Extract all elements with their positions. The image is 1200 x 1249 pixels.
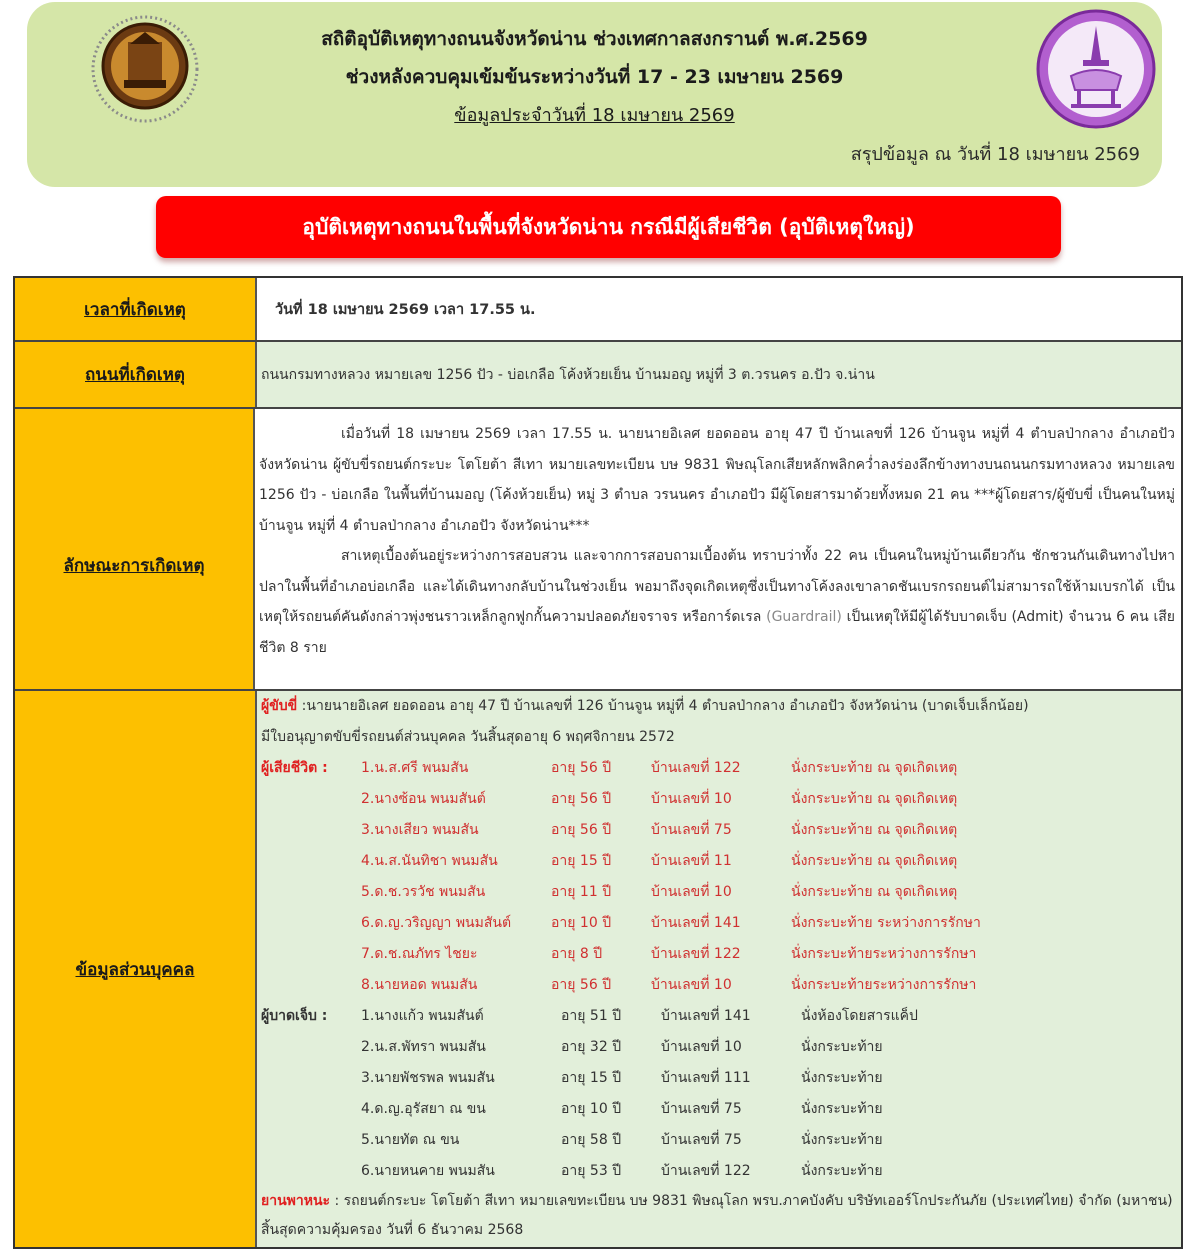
deceased-age: อายุ 56 ปี (551, 760, 612, 776)
injured-name: 6.นายหนคาย พนมสัน (361, 1163, 495, 1179)
value-personal (257, 691, 1181, 1247)
row-time (15, 278, 1181, 340)
deceased-age: อายุ 56 ปี (551, 822, 612, 838)
report-period: ช่วงหลังควบคุมเข้มข้นระหว่างวันที่ 17 - 23 เมษายน 2569 (345, 66, 844, 88)
deceased-label: ผู้เสียชีวิต : (261, 760, 328, 776)
deceased-name: 6.ด.ญ.วริญญา พนมสันต์ (361, 915, 512, 931)
driver-info (261, 691, 1175, 722)
deceased-name: 8.นายหอด พนมสัน (361, 977, 478, 993)
deceased-name: 3.นางเสียว พนมสัน (361, 822, 479, 838)
vehicle-label: ยานพาหนะ (261, 1193, 331, 1209)
deceased-list (261, 753, 1175, 1001)
injured-label: ผู้บาดเจ็บ : (261, 1008, 328, 1024)
report-header (27, 2, 1162, 187)
deceased-note: นั่งกระบะท้าย ณ จุดเกิดเหตุ (791, 884, 958, 900)
injured-age: อายุ 53 ปี (561, 1163, 622, 1179)
injured-note: นั่งห้องโดยสารแค็ป (801, 1008, 918, 1024)
deceased-age: อายุ 10 ปี (551, 915, 612, 931)
label-nature: ลักษณะการเกิดเหตุ (15, 409, 255, 689)
deceased-house: บ้านเลขที่ 122 (651, 760, 741, 776)
row-nature (15, 407, 1181, 689)
summary-date: สรุปข้อมูล ณ วันที่ 18 เมษายน 2569 (850, 144, 1140, 165)
injured-age: อายุ 58 ปี (561, 1132, 622, 1148)
injured-house: บ้านเลขที่ 75 (661, 1101, 742, 1117)
deceased-age: อายุ 56 ปี (551, 977, 612, 993)
injured-name: 4.ด.ญ.อุรัสยา ณ ขน (361, 1101, 486, 1117)
deceased-house: บ้านเลขที่ 122 (651, 946, 741, 962)
nan-province-seal-icon (1035, 8, 1157, 130)
deceased-name: 4.น.ส.นันทิชา พนมสัน (361, 853, 498, 869)
injured-note: นั่งกระบะท้าย (801, 1163, 883, 1179)
label-personal: ข้อมูลส่วนบุคคล (15, 691, 257, 1247)
injured-house: บ้านเลขที่ 111 (661, 1070, 751, 1086)
injured-house: บ้านเลขที่ 10 (661, 1039, 742, 1055)
deceased-name: 7.ด.ช.ณภัทร ไชยะ (361, 946, 478, 962)
report-date: ข้อมูลประจำวันที่ 18 เมษายน 2569 (454, 105, 735, 126)
injured-name: 5.นายทัต ณ ขน (361, 1132, 460, 1148)
label-road: ถนนที่เกิดเหตุ (15, 342, 257, 407)
injured-age: อายุ 51 ปี (561, 1008, 622, 1024)
deceased-age: อายุ 15 ปี (551, 853, 612, 869)
driver-license: มีใบอนุญาตขับขี่รถยนต์ส่วนบุคคล วันสิ้นสุดอายุ 6 พฤศจิกายน 2572 (261, 729, 675, 745)
deceased-note: นั่งกระบะท้าย ณ จุดเกิดเหตุ (791, 853, 958, 869)
label-time: เวลาที่เกิดเหตุ (15, 278, 257, 340)
injured-note: นั่งกระบะท้าย (801, 1070, 883, 1086)
deceased-house: บ้านเลขที่ 11 (651, 853, 732, 869)
driver-text: :นายนายอิเลศ ยอดออน อายุ 47 ปี บ้านเลขที่ 126 บ้านจูน หมู่ที่ 4 ตำบลป่ากลาง อำเภอปัว จังหวัดน่าน (บาดเจ็บเล็กน้อย) (297, 698, 1029, 714)
deceased-name: 5.ด.ช.วรวัช พนมสัน (361, 884, 486, 900)
injured-name: 2.น.ส.พัทรา พนมสัน (361, 1039, 486, 1055)
deceased-note: นั่งกระบะท้าย ณ จุดเกิดเหตุ (791, 760, 958, 776)
casualty-summary: เป็นเหตุให้มีผู้ได้รับบาดเจ็บ (Admit) จำนวน 6 คน เสียชีวิต 8 ราย (259, 609, 1176, 656)
deceased-house: บ้านเลขที่ 10 (651, 977, 732, 993)
accident-detail-table (13, 276, 1183, 1249)
deceased-house: บ้านเลขที่ 141 (651, 915, 741, 931)
injured-age: อายุ 32 ปี (561, 1039, 622, 1055)
nature-paragraph-1: เมื่อวันที่ 18 เมษายน 2569 เวลา 17.55 น. นายนายอิเลศ ยอดออน อายุ 47 ปี บ้านเลขที่ 126 บ้านจูน หมู่ที่ 4 ตำบลป่ากลาง อำเภอปัว จังหวัดน่าน ผู้ขับขี่รถยนต์กระบะ โตโยต้า สีเทา หมายเลขทะเบียน บษ 9831 พิษณุโลกเสียหลักพลิกคว่ำลงร่องลึกข้างทางบนถนนกรมทางหลวง หมายเลข 1256 ปัว - บ่อเกลือ ในพื้นที่บ้านมอญ (โค้งห้วยเย็น) หมู่ 3 ตำบล วรนนคร อำเภอปัว มีผู้โดยสารมาด้วยทั้งหมด 21 คน ***ผู้โดยสาร/ผู้ขับขี่ เป็นคนในหมู่บ้านจูน หมู่ที่ 4 ตำบลป่ากลาง อำเภอปัว จังหวัดน่าน*** (259, 426, 1175, 534)
injured-note: นั่งกระบะท้าย (801, 1101, 883, 1117)
injured-note: นั่งกระบะท้าย (801, 1039, 883, 1055)
injured-house: บ้านเลขที่ 75 (661, 1132, 742, 1148)
injured-house: บ้านเลขที่ 141 (661, 1008, 751, 1024)
row-road (15, 340, 1181, 407)
injured-house: บ้านเลขที่ 122 (661, 1163, 751, 1179)
deceased-note: นั่งกระบะท้ายระหว่างการรักษา (791, 977, 977, 993)
guardrail-term: (Guardrail) (766, 609, 842, 625)
value-road: ถนนกรมทางหลวง หมายเลข 1256 ปัว - บ่อเกลือ โค้งห้วยเย็น บ้านมอญ หมู่ที่ 3 ต.วรนคร อ.ปัว จ.น่าน (257, 342, 1181, 407)
injured-name: 1.นางแก้ว พนมสันต์ (361, 1008, 484, 1024)
value-time: วันที่ 18 เมษายน 2569 เวลา 17.55 น. (257, 278, 1181, 340)
vehicle-info (261, 1187, 1175, 1245)
injured-name: 3.นายพัชรพล พนมสัน (361, 1070, 495, 1086)
injured-note: นั่งกระบะท้าย (801, 1132, 883, 1148)
deceased-note: นั่งกระบะท้าย ระหว่างการรักษา (791, 915, 981, 931)
injured-age: อายุ 10 ปี (561, 1101, 622, 1117)
nature-paragraph-2 (259, 541, 1175, 663)
vehicle-text: : รถยนต์กระบะ โตโยต้า สีเทา หมายเลขทะเบียน บษ 9831 พิษณุโลก พรบ.ภาคบังคับ บริษัทเออร์โกประกันภัย (ประเทศไทย) จำกัด (มหาชน) สิ้นสุดความคุ้มครอง วันที่ 6 ธันวาคม 2568 (261, 1193, 1173, 1238)
deceased-age: อายุ 8 ปี (551, 946, 603, 962)
deceased-age: อายุ 11 ปี (551, 884, 612, 900)
deceased-age: อายุ 56 ปี (551, 791, 612, 807)
deceased-house: บ้านเลขที่ 75 (651, 822, 732, 838)
value-nature (255, 409, 1181, 689)
deceased-house: บ้านเลขที่ 10 (651, 791, 732, 807)
deceased-note: นั่งกระบะท้ายระหว่างการรักษา (791, 946, 977, 962)
deceased-name: 2.นางซ้อน พนมสันต์ (361, 791, 486, 807)
injured-list (261, 1001, 1175, 1187)
deceased-note: นั่งกระบะท้าย ณ จุดเกิดเหตุ (791, 822, 958, 838)
deceased-note: นั่งกระบะท้าย ณ จุดเกิดเหตุ (791, 791, 958, 807)
row-personal (15, 689, 1181, 1247)
report-title: สถิติอุบัติเหตุทางถนนจังหวัดน่าน ช่วงเทศกาลสงกรานต์ พ.ศ.2569 (321, 28, 868, 50)
driver-label: ผู้ขับขี่ (261, 698, 298, 714)
fatal-accident-banner: อุบัติเหตุทางถนนในพื้นที่จังหวัดน่าน กรณีมีผู้เสียชีวิต (อุบัติเหตุใหญ่) (156, 196, 1061, 258)
nature-cause-text: สาเหตุเบื้องต้นอยู่ระหว่างการสอบสวน และจากการสอบถามเบื้องต้น ทราบว่าทั้ง 22 คน เป็นคนในหมู่บ้านเดียวกัน ชักชวนกันเดินทางไปหาปลาในพื้นที่อำเภอบ่อเกลือ และได้เดินทางกลับบ้านในช่วงเย็น พอมาถึงจุดเกิดเหตุซึ่งเป็นทางโค้งลงเขาลาดชันเบรกรถยนต์ไม่สามารถใช้ห้ามเบรกได้ เป็นเหตุให้รถยนต์คันดังกล่าวพุ่งชนราวเหล็กลูกฟูกกั้นความปลอดภัยจราจร หรือการ์ดเรล (259, 548, 1175, 625)
deceased-house: บ้านเลขที่ 10 (651, 884, 732, 900)
injured-age: อายุ 15 ปี (561, 1070, 622, 1086)
deceased-name: 1.น.ส.ศรี พนมสัน (361, 760, 469, 776)
